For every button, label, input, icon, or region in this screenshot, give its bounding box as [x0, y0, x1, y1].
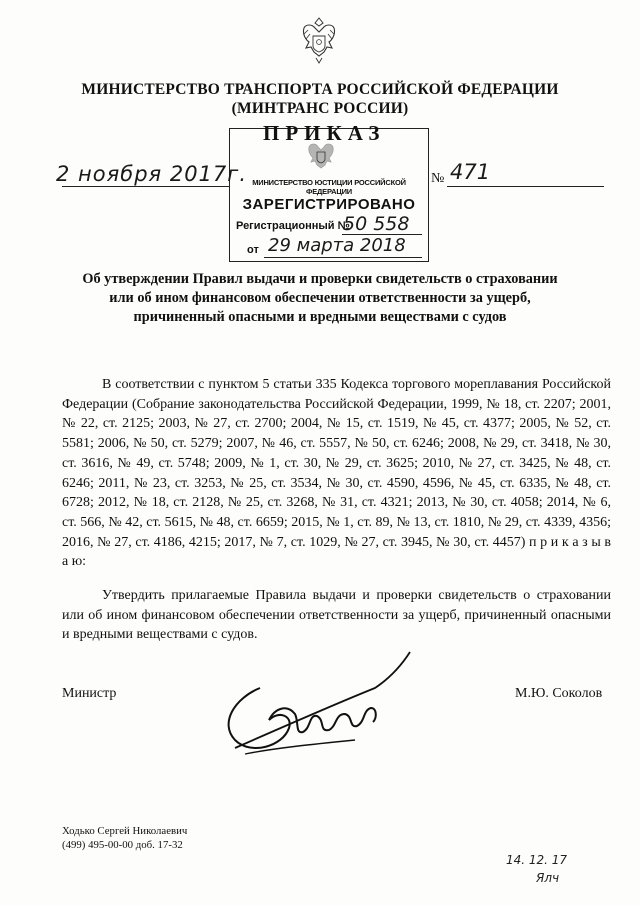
order-heading: ПРИКАЗ [263, 121, 386, 145]
ministry-name: МИНИСТЕРСТВО ТРАНСПОРТА РОССИЙСКОЙ ФЕДЕРАЦИИ [81, 81, 559, 98]
ministry-short-name: (МИНТРАНС РОССИИ) [231, 100, 409, 117]
executor-phone: (499) 495-00-00 доб. 17-32 [62, 839, 183, 851]
signer-position: Министр [62, 686, 117, 701]
stamp-date-label: от [247, 244, 259, 256]
order-date: 2 ноября 2017г. [56, 162, 247, 186]
stamp-date-underline [264, 257, 422, 258]
executor-name: Ходько Сергей Николаевич [62, 825, 188, 837]
handwritten-signature [205, 648, 420, 766]
coat-of-arms-emblem [296, 14, 342, 66]
stamp-number-value: 50 558 [343, 213, 410, 235]
corner-note-initials: Ялч [536, 871, 560, 885]
executor-contact [62, 824, 187, 852]
resolution-paragraph: Утвердить прилагаемые Правила выдачи и проверки свидетельств о страховании или об ином финансовом обеспечении ответственности за ущерб, причиненный опасными и вредными веществами с судов. [62, 588, 611, 643]
signer-name: М.Ю. Соколов [515, 686, 603, 701]
document-title: Об утверждении Правил выдачи и проверки свидетельств о страховании или об ином финансовом обеспечении ответственности за ущерб, причиненный опасными и вредными веществами с судов [82, 271, 558, 325]
order-number-underline [447, 186, 604, 187]
stamp-number-label: Регистрационный № [236, 220, 350, 232]
stamp-date-value: 29 марта 2018 [268, 235, 406, 256]
stamp-ministry: МИНИСТЕРСТВО ЮСТИЦИИ РОССИЙСКОЙ ФЕДЕРАЦИИ [252, 178, 406, 196]
corner-note-date: 14. 12. 17 [506, 853, 568, 867]
order-number-label: № [431, 171, 445, 186]
stamp-emblem-icon [304, 138, 338, 174]
preamble-paragraph: В соответствии с пунктом 5 статьи 335 Кодекса торгового мореплавания Российской Федерации (Собрание законодательства Российской Федерации, 1999, № 18, ст. 2207; 2001, № 22, ст. 2125; 2003, № 27, ст. 2700; 2004, № 15, ст. 1519, № 45, ст. 4377; 2005, № 52, ст. 5581; 2006, № 50, ст. 5279; 2007, № 46, ст. 5557, № 50, ст. 6246; 2008, № 29, ст. 3418, № 30, ст. 3616, № 49, ст. 5748; 2009, № 1, ст. 30, № 29, ст. 3625; 2010, № 27, ст. 3425, № 48, ст. 6246; 2011, № 23, ст. 3253, № 25, ст. 3534, № 30, ст. 4590, 4596, № 45, ст. 6335, № 48, ст. 6728; 2012, № 18, ст. 2128, № 25, ст. 3268, № 31, ст. 4321; 2013, № 30, ст. 4058; 2014, № 6, ст. 566, № 42, ст. 5615, № 48, ст. 6659; 2015, № 1, ст. 89, № 13, ст. 1810, № 29, ст. 4339, 4356; 2016, № 27, ст. 4186, 4215; 2017, № 7, ст. 1029, № 27, ст. 3945, № 30, ст. 4457) п р и к а з ы в а ю: [62, 377, 611, 570]
stamp-status: ЗАРЕГИСТРИРОВАНО [242, 196, 416, 213]
order-date-underline [62, 186, 230, 187]
order-number: 471 [450, 160, 491, 184]
